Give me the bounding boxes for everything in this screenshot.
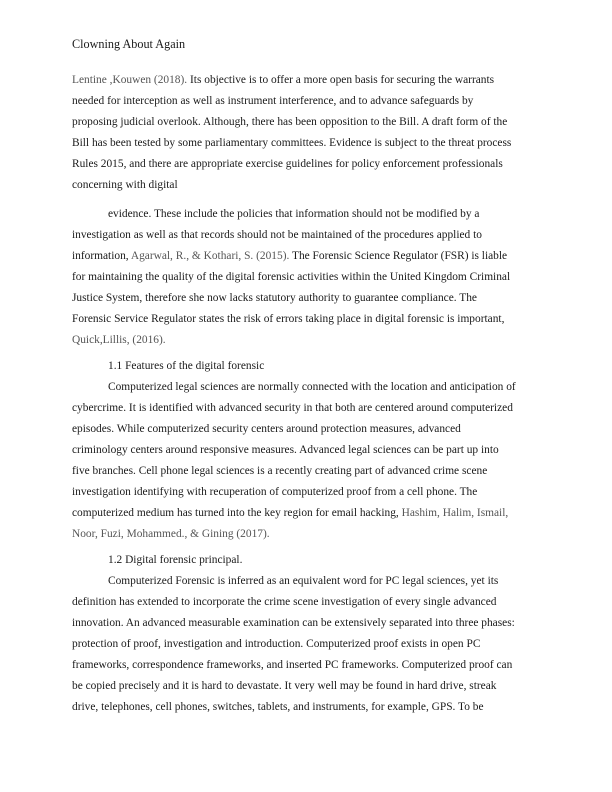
text-line: Forensic Service Regulator states the risk of errors taking place in digital forensic is important, [72,313,505,325]
text-line: Computerized legal sciences are normally connected with the location and anticipation of [108,381,516,393]
text-line: investigation as well as that records should not be maintained of the procedures applied to [72,229,482,241]
text-line: Computerized Forensic is inferred as an equivalent word for PC legal sciences, yet its [108,575,499,587]
text-line: proposing judicial overlook. Although, there has been opposition to the Bill. A draft form of the [72,116,508,128]
text-line: innovation. An advanced measurable examination can be extensively separated into three phases: [72,617,515,629]
citation: Hashim, Halim, Ismail, [401,507,509,519]
text-line: cybercrime. It is identified with advanced security in that both are centered around computerized [72,402,513,414]
text-line [72,524,540,545]
section-features [72,356,540,545]
text-line: for maintaining the quality of the digital forensic activities within the United Kingdom Criminal [72,271,511,283]
text-line [72,246,540,267]
text-line: evidence. These include the policies that information should not be modified by a [108,208,480,220]
citation: Quick,Lillis, (2016). [72,334,166,346]
section-principal [72,550,540,718]
text-span: Its objective is to offer a more open basis for securing the warrants [187,74,495,86]
paragraph-2 [72,204,540,351]
text-line: episodes. While computerized security centers around protection measures, advanced [72,423,461,435]
text-line [72,330,540,351]
section-heading: 1.2 Digital forensic principal. [108,554,243,566]
running-header: Clowning About Again [72,37,186,51]
document-body [72,70,540,718]
text-line: Justice System, therefore she now lacks statutory authority to guarantee compliance. The [72,292,477,304]
text-span: computerized medium has turned into the key region for email hacking, [72,507,402,519]
text-line: concerning with digital [72,179,178,191]
text-line [72,503,540,524]
text-line: needed for interception as well as instrument interference, and to advance safeguards by [72,95,474,107]
text-line: investigation identifying with recuperation of computerized proof from a cell phone. The [72,486,478,498]
text-line: protection of proof, investigation and introduction. Computerized proof exists in open PC [72,638,481,650]
paragraph-1 [72,70,540,196]
citation: Lentine ,Kouwen (2018). [72,74,188,86]
citation: Agarwal, R., & Kothari, S. (2015). [130,250,290,262]
text-line: drive, telephones, cell phones, switches, tablets, and instruments, for example, GPS. To be [72,701,484,713]
text-line: frameworks, correspondence frameworks, and inserted PC frameworks. Computerized proof can [72,659,513,671]
citation: Noor, Fuzi, Mohammed., & Gining (2017). [72,528,270,540]
text-line: Bill has been tested by some parliamentary committees. Evidence is subject to the threat process [72,137,512,149]
text-line: criminology centers around responsive measures. Advanced legal sciences can be part up into [72,444,499,456]
text-line: five branches. Cell phone legal sciences is a recently creating part of advanced crime scene [72,465,488,477]
section-heading: 1.1 Features of the digital forensic [108,360,265,372]
text-line [72,70,540,91]
text-span: The Forensic Science Regulator (FSR) is liable [289,250,508,262]
text-line: definition has extended to incorporate the crime scene investigation of every single advanced [72,596,497,608]
text-span: information, [72,250,131,262]
text-line: Rules 2015, and there are appropriate exercise guidelines for policy enforcement professionals [72,158,503,170]
text-line: be copied precisely and it is hard to devastate. It very well may be found in hard drive, streak [72,680,497,692]
